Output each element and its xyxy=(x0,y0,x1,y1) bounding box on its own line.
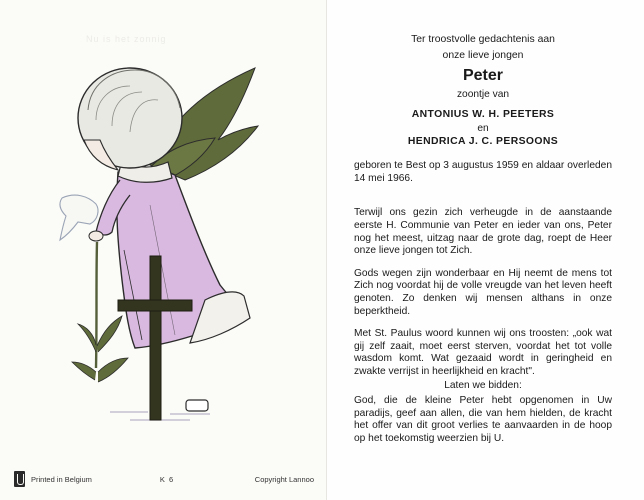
birth-death-info: geboren te Best op 3 augustus 1959 en aldaar overleden 14 mei 1966. xyxy=(354,160,612,184)
small-stone xyxy=(186,400,208,411)
angel-robe xyxy=(117,168,250,348)
card-code: K 6 xyxy=(159,474,175,484)
faint-bleed-text: Nu is het zonnig xyxy=(86,34,167,44)
angel-illustration xyxy=(0,0,326,470)
deceased-name: Peter xyxy=(462,67,504,85)
and-label: en xyxy=(477,122,489,134)
angel-hand xyxy=(89,231,103,241)
paragraph-3: Met St. Paulus woord kunnen wij ons troosten: „ook wat gij zelf zaait, moet eerst sterven, voordat het tot volle wasdom komt. Wat gezaaid wordt in geringheid en zwakte verrijst in heerlijkheid en kracht". xyxy=(354,328,612,377)
dedication-line-2: onze lieve jongen xyxy=(442,49,524,61)
print-footer xyxy=(14,470,314,488)
son-of-label: zoontje van xyxy=(456,88,510,100)
paragraph-1: Terwijl ons gezin zich verheugde in de aanstaande eerste H. Communie van Peter en ieder van ons, Peter nog het meest, uitzag naar de grote dag, roept de Heer onze lieve jongen tot Zich. xyxy=(354,207,612,257)
lannoo-logo-icon xyxy=(14,471,25,487)
memorial-text xyxy=(354,34,612,445)
father-name: ANTONIUS W. H. PEETERS xyxy=(411,109,555,121)
dedication-line-1: Ter troostvolle gedachtenis aan xyxy=(411,34,555,45)
paragraph-2: Gods wegen zijn wonderbaar en Hij neemt de mens tot Zich nog voordat hij de volle vreugde van het leven heeft genoten. Zo denken wij mensen althans in onze beperktheid. xyxy=(354,267,612,317)
copyright-label: Copyright Lannoo xyxy=(254,474,314,484)
mother-name: HENDRICA J. C. PERSOONS xyxy=(407,135,559,147)
prayer-text: God, die de kleine Peter hebt opgenomen in Uw paradijs, geef aan allen, die van hem hielden, de kracht het offer van dit groot verlies te aanvaarden in de hoop op het toekomstig weerzien bij U. xyxy=(354,395,612,444)
prayer-heading: Laten we bidden: xyxy=(444,380,522,392)
printed-in-label: Printed in Belgium xyxy=(31,474,92,484)
